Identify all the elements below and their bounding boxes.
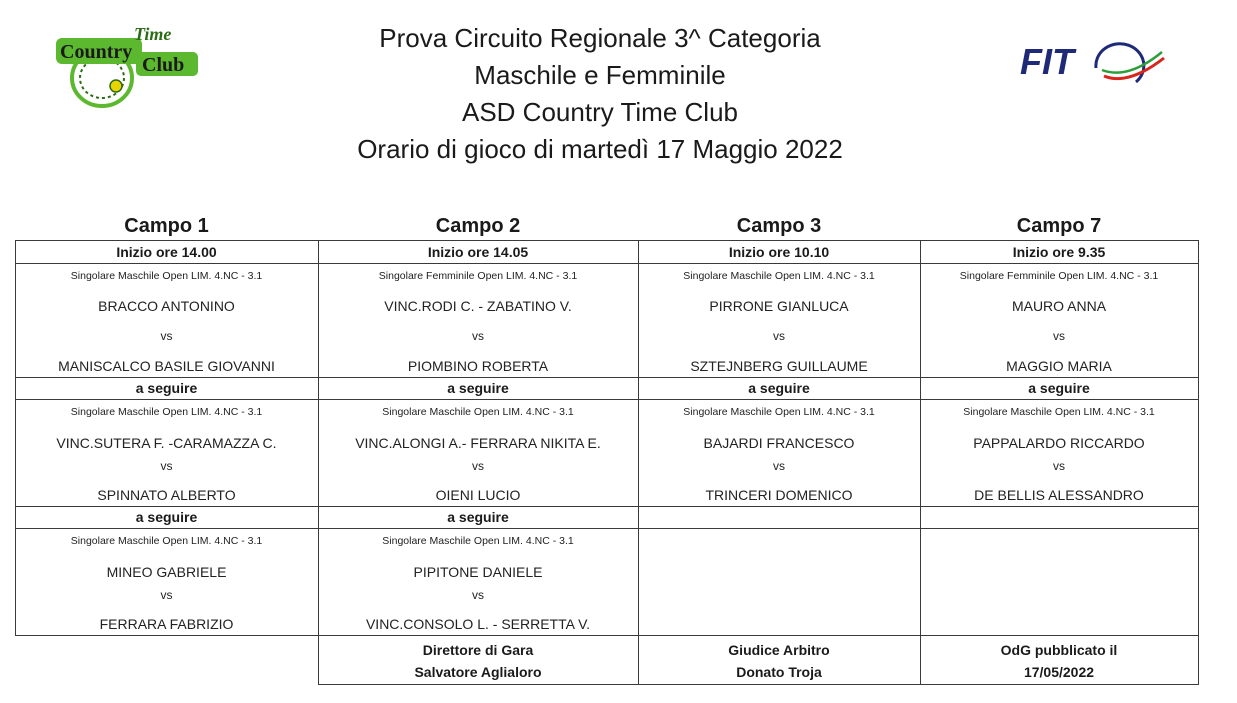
campo-1-match-3-player-1: MINEO GABRIELE <box>106 564 227 580</box>
header-line-4: Orario di gioco di martedì 17 Maggio 2022 <box>357 134 843 164</box>
campo-2-match-3-category: Singolare Maschile Open LIM. 4.NC - 3.1 <box>382 535 574 547</box>
referee-name: Donato Troja <box>736 664 822 680</box>
campo-2-match-3-player-1: PIPITONE DANIELE <box>413 564 543 580</box>
campo-3-match-2-player-2: TRINCERI DOMENICO <box>705 487 853 503</box>
director-label: Direttore di Gara <box>422 642 534 658</box>
director-name: Salvatore Aglialoro <box>414 664 542 680</box>
campo-1-match-3-player-2: FERRARA FABRIZIO <box>99 616 234 632</box>
logo-ct-sub: Club <box>142 54 185 76</box>
campo-1-match-2-player-2: SPINNATO ALBERTO <box>97 487 236 503</box>
campo-7-match-1-vs: vs <box>1053 329 1065 343</box>
campo-2-match-1-player-1: VINC.RODI C. - ZABATINO V. <box>384 298 572 314</box>
logo-ct-top: Time <box>134 24 172 44</box>
campo-1-follow-1: a seguire <box>135 380 198 396</box>
campo-2-match-2-player-1: VINC.ALONGI A.- FERRARA NIKITA E. <box>355 435 601 451</box>
campo-3-match-1-vs: vs <box>773 329 785 343</box>
campo-1-match-2-category: Singolare Maschile Open LIM. 4.NC - 3.1 <box>70 406 263 418</box>
campo-2-match-2-category: Singolare Maschile Open LIM. 4.NC - 3.1 <box>382 406 574 418</box>
campo-3-match-1-category: Singolare Maschile Open LIM. 4.NC - 3.1 <box>683 270 875 282</box>
campo-7-match-2-category: Singolare Maschile Open LIM. 4.NC - 3.1 <box>963 406 1155 418</box>
campo-2-match-2-vs: vs <box>472 459 484 473</box>
campo-1-start: Inizio ore 14.00 <box>116 244 217 260</box>
campo-3-match-2-player-1: BAJARDI FRANCESCO <box>703 435 855 451</box>
campo-1-match-1-player-2: MANISCALCO BASILE GIOVANNI <box>58 358 275 374</box>
campo-7-match-1-player-2: MAGGIO MARIA <box>1006 358 1112 374</box>
header-line-3: ASD Country Time Club <box>462 97 738 127</box>
campo-1-match-1-vs: vs <box>160 329 173 343</box>
campo-1-title: Campo 1 <box>124 215 209 237</box>
campo-2-start: Inizio ore 14.05 <box>427 244 529 260</box>
campo-2-follow-2: a seguire <box>447 509 509 525</box>
campo-1-match-3-vs: vs <box>160 588 173 602</box>
campo-1-follow-2: a seguire <box>135 509 198 525</box>
campo-2-follow-1: a seguire <box>447 380 509 396</box>
logo-fit-text: FIT <box>1020 41 1074 82</box>
campo-2-match-1-player-2: PIOMBINO ROBERTA <box>407 358 549 374</box>
campo-7-title: Campo 7 <box>1016 215 1102 237</box>
campo-1-match-3-category: Singolare Maschile Open LIM. 4.NC - 3.1 <box>70 535 263 547</box>
published-date: 17/05/2022 <box>1023 664 1095 680</box>
referee-label: Giudice Arbitro <box>728 642 830 658</box>
header-line-2: Maschile e Femminile <box>474 60 726 90</box>
campo-7-start: Inizio ore 9.35 <box>1012 244 1106 260</box>
campo-3-match-1-player-2: SZTEJNBERG GUILLAUME <box>690 358 868 374</box>
campo-2-title: Campo 2 <box>435 215 521 237</box>
campo-7-match-2-vs: vs <box>1053 459 1065 473</box>
campo-3-match-2-vs: vs <box>773 459 785 473</box>
campo-1-match-2-player-1: VINC.SUTERA F. -CARAMAZZA C. <box>56 435 277 451</box>
campo-7-match-2-player-2: DE BELLIS ALESSANDRO <box>974 487 1144 503</box>
campo-1-match-1-player-1: BRACCO ANTONINO <box>98 298 235 314</box>
published-label: OdG pubblicato il <box>1000 642 1118 658</box>
logo-ct-main: Country <box>60 41 133 63</box>
campo-3-start: Inizio ore 10.10 <box>728 244 830 260</box>
campo-2-match-3-vs: vs <box>472 588 484 602</box>
campo-7-follow-1: a seguire <box>1028 380 1090 396</box>
campo-2-match-3-player-2: VINC.CONSOLO L. - SERRETTA V. <box>365 616 591 632</box>
campo-7-match-2-player-1: PAPPALARDO RICCARDO <box>973 435 1145 451</box>
campo-7-match-1-category: Singolare Femminile Open LIM. 4.NC - 3.1 <box>959 270 1159 282</box>
campo-1-match-2-vs: vs <box>160 459 173 473</box>
campo-1-match-1-category: Singolare Maschile Open LIM. 4.NC - 3.1 <box>70 270 263 282</box>
campo-2-match-2-player-2: OIENI LUCIO <box>435 487 521 503</box>
campo-3-match-1-player-1: PIRRONE GIANLUCA <box>709 298 849 314</box>
campo-3-match-2-category: Singolare Maschile Open LIM. 4.NC - 3.1 <box>683 406 875 418</box>
campo-2-match-1-category: Singolare Femminile Open LIM. 4.NC - 3.1 <box>378 270 578 282</box>
campo-3-follow-1: a seguire <box>748 380 810 396</box>
campo-7-match-1-player-1: MAURO ANNA <box>1011 298 1107 314</box>
campo-2-match-1-vs: vs <box>472 329 484 343</box>
header-line-1: Prova Circuito Regionale 3^ Categoria <box>379 23 821 53</box>
campo-3-title: Campo 3 <box>736 215 822 237</box>
